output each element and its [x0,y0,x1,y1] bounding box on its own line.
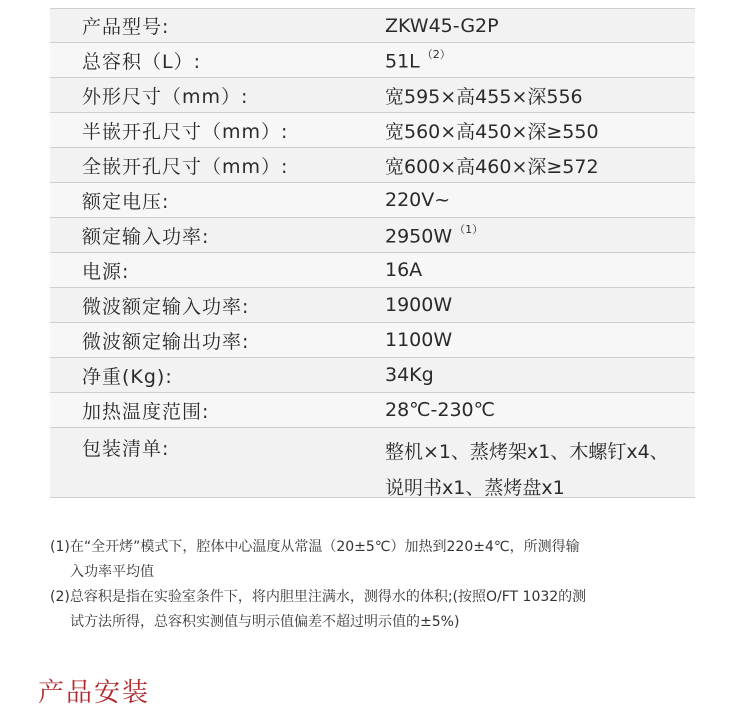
spec-label: 加热温度范围: [82,400,210,423]
section-title: 产品安装 [38,678,151,708]
packing-line-1: 整机×1、蒸烤架x1、木螺钉x4、 [385,441,669,463]
spec-value: 28℃-230℃ [385,399,495,421]
spec-label: 电源: [82,260,130,283]
spec-label: 净重(Kg): [82,365,173,388]
footnote-1-line-2: 入功率平均值 [70,564,154,580]
spec-value-wrap [385,223,695,247]
spec-row-microwave-output [50,323,695,358]
footnotes [50,535,700,635]
spec-label: 额定输入功率: [82,225,210,248]
spec-row-net-weight [50,358,695,393]
spec-row-input-power [50,218,695,253]
spec-label: 半嵌开孔尺寸（mm）: [82,120,289,143]
spec-value: 1900W [385,294,453,316]
spec-label: 总容积（L）: [82,50,201,73]
spec-value: 16A [385,259,423,281]
spec-value: 1100W [385,329,453,351]
spec-row-semi-builtin [50,113,695,148]
spec-value-wrap [385,48,695,72]
packing-list-value [385,428,695,506]
spec-row-dimensions [50,78,695,113]
spec-label: 微波额定输入功率: [82,295,250,318]
spec-row-capacity [50,43,695,78]
spec-row-model [50,8,695,43]
spec-row-full-builtin [50,148,695,183]
footnote-1-line-1: (1)在“全开烤”模式下，腔体中心温度从常温（20±5℃）加热到220±4℃，所测得输 [50,539,580,555]
footnote-ref: （2） [421,47,451,61]
spec-value: 宽595×高455×深556 [385,85,583,108]
spec-row-microwave-input [50,288,695,323]
spec-value: 34Kg [385,364,434,386]
spec-value: ZKW45-G2P [385,14,499,37]
spec-row-temperature-range [50,393,695,428]
spec-row-voltage [50,183,695,218]
footnote-2-line-2: 试方法所得，总容积实测值与明示值偏差不超过明示值的±5%) [70,614,460,630]
footnote-1 [50,535,700,585]
spec-label: 全嵌开孔尺寸（mm）: [82,155,289,178]
spec-label: 外形尺寸（mm）: [82,85,249,108]
spec-value: 2950W [385,225,453,248]
spec-value: 51L [385,50,420,73]
spec-value: 宽600×高460×深≥572 [385,155,599,178]
spec-value: 220V~ [385,189,451,211]
spec-row-power-supply [50,253,695,288]
footnote-2-line-1: (2)总容积是指在实验室条件下，将内胆里注满水，测得水的体积;(按照O/FT 1032的测 [50,589,587,605]
packing-line-2: 说明书x1、蒸烤盘x1 [385,477,565,499]
footnote-2 [50,585,700,635]
spec-label: 产品型号: [82,16,170,38]
footnote-ref: （1） [454,222,484,236]
spec-table [50,8,695,498]
spec-label: 额定电压: [82,190,170,213]
spec-label: 微波额定输出功率: [82,330,250,353]
spec-row-packing-list [50,428,695,498]
spec-label: 包装清单: [82,438,170,460]
spec-value: 宽560×高450×深≥550 [385,120,599,143]
